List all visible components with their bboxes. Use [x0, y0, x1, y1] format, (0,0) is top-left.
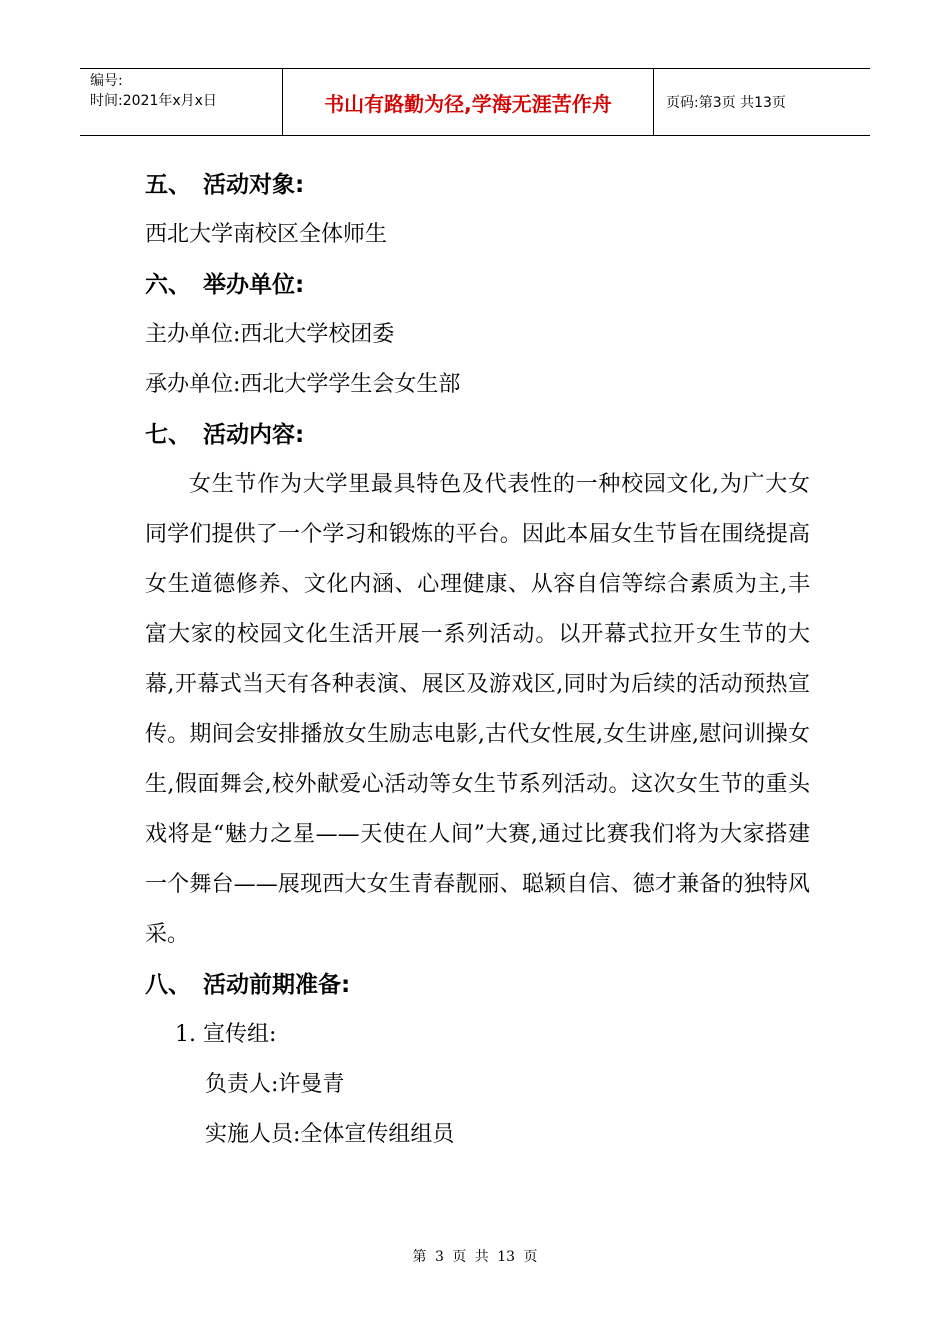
activity-content-paragraph: 女生节作为大学里最具特色及代表性的一种校园文化,为广大女同学们提供了一个学习和锻炼的平台。因此本届女生节旨在围绕提高女生道德修养、文化内涵、心理健康、从容自信等综合素质为主,丰富大家的校园文化生活开展一系列活动。以开幕式拉开女生节的大幕,开幕式当天有各种表演、展区及游戏区,同时为后续的活动预热宣传。期间会安排播放女生励志电影,古代女性展,女生讲座,慰问训操女生,假面舞会,校外献爱心活动等女生节系列活动。这次女生节的重头戏将是“魅力之星——天使在人间”大赛,通过比赛我们将为大家搭建一个舞台——展现西大女生青春靓丽、聪颖自信、德才兼备的独特风采。 [145, 472, 810, 947]
section-number: 五、 [145, 172, 191, 198]
publicity-staff: 实施人员:全体宣传组组员 [205, 1122, 455, 1147]
section-heading-8 [145, 960, 810, 1010]
publicity-leader: 负责人:许曼青 [205, 1072, 345, 1097]
document-time-label: 时间:2021年x月x日 [90, 93, 217, 109]
page-header [80, 68, 870, 136]
section-number: 七、 [145, 422, 191, 448]
header-meta [80, 69, 282, 135]
section-title: 举办单位: [203, 272, 305, 298]
page-footer: 第 3 页 共 13 页 [412, 1249, 538, 1265]
organizer-text: 主办单位:西北大学校团委 [145, 322, 395, 347]
document-number-label: 编号: [90, 73, 123, 89]
section-heading-5 [145, 160, 810, 210]
header-page-info: 页码:第3页 共13页 [666, 95, 786, 111]
section-number: 八、 [145, 972, 191, 998]
section-title: 活动前期准备: [203, 972, 351, 998]
section-heading-7 [145, 410, 810, 460]
section-heading-6 [145, 260, 810, 310]
section-title: 活动内容: [203, 422, 305, 448]
publicity-group-title: 1. 宣传组: [175, 1022, 277, 1047]
co-organizer-text: 承办单位:西北大学学生会女生部 [145, 372, 461, 397]
header-motto: 书山有路勤为径,学海无涯苦作舟 [282, 69, 654, 135]
section-number: 六、 [145, 272, 191, 298]
target-audience-text: 西北大学南校区全体师生 [145, 222, 388, 247]
section-title: 活动对象: [203, 172, 305, 198]
document-body [145, 160, 810, 1160]
